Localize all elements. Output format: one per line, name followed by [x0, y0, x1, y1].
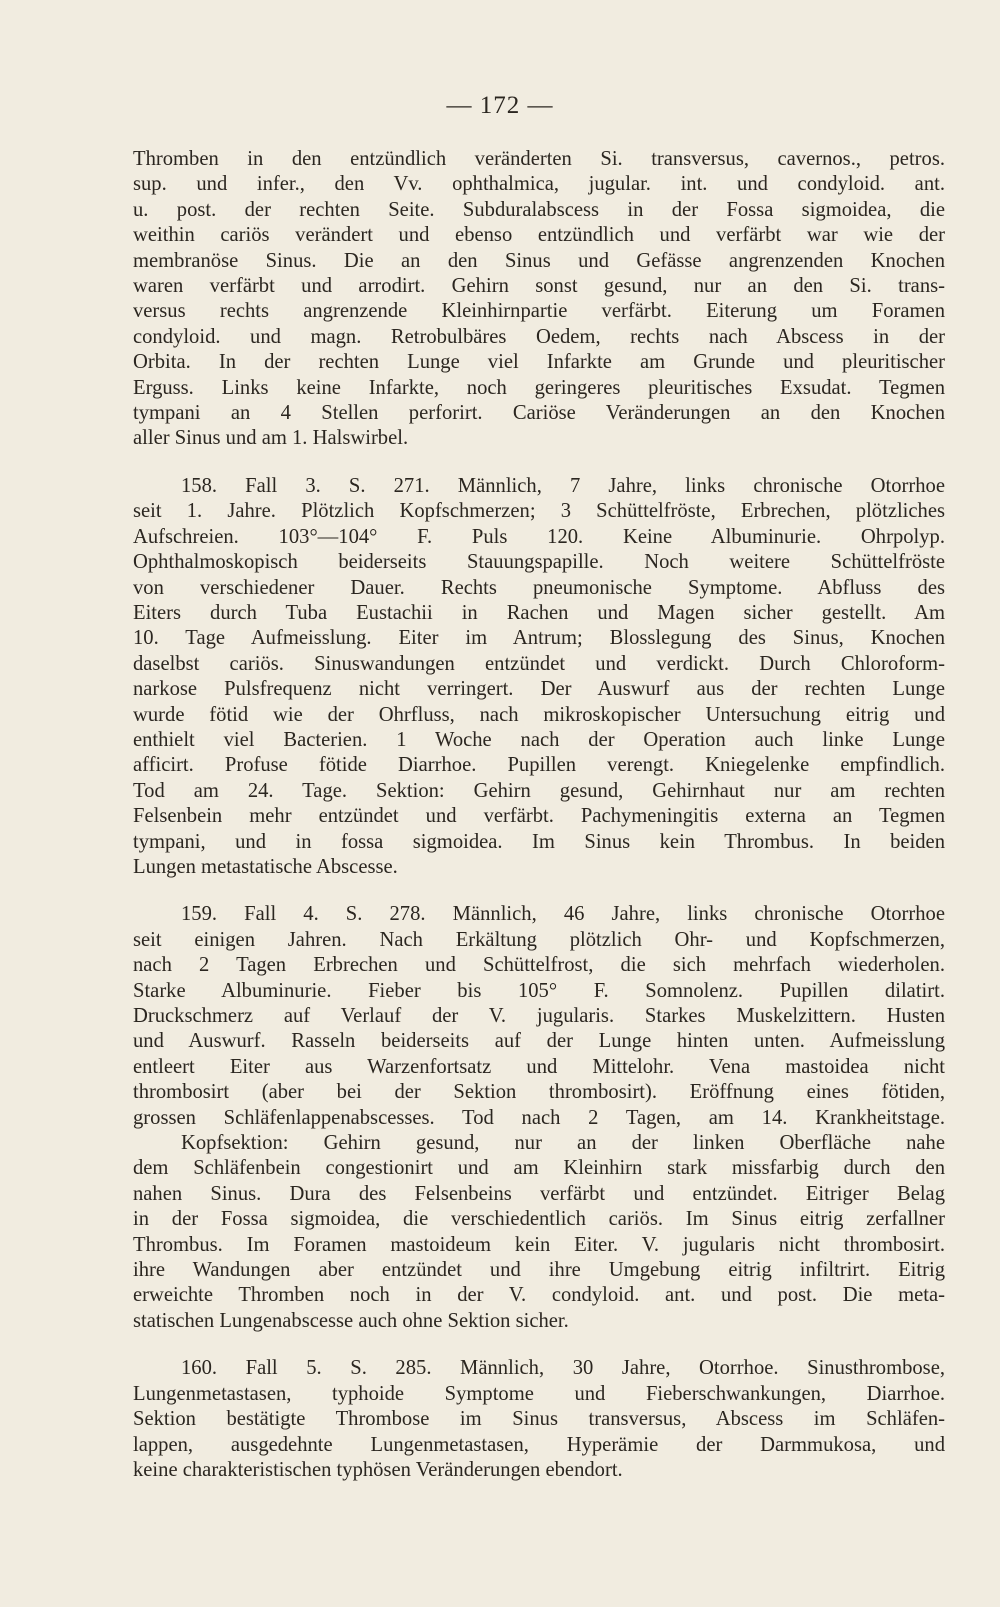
- text-line: wurde fötid wie der Ohrfluss, nach mikroskopischer Untersuchung eitrig und: [133, 703, 945, 726]
- text-line: weithin cariös verändert und ebenso entzündlich und verfärbt war wie der: [133, 224, 945, 247]
- text-line: erweichte Thromben noch in der V. condyloid. ant. und post. Die meta-: [133, 1284, 945, 1307]
- text-line: 159. Fall 4. S. 278. Männlich, 46 Jahre, links chronische Otorrhoe: [181, 903, 945, 926]
- text-line: membranöse Sinus. Die an den Sinus und Gefässe angrenzenden Knochen: [133, 249, 945, 272]
- text-line: Orbita. In der rechten Lunge viel Infarkte am Grunde und pleuritischer: [133, 351, 945, 374]
- text-line: Thrombus. Im Foramen mastoideum kein Eiter. V. jugularis nicht thrombosirt.: [133, 1233, 945, 1256]
- text-line: entleert Eiter aus Warzenfortsatz und Mittelohr. Vena mastoidea nicht: [133, 1055, 945, 1078]
- text-line: u. post. der rechten Seite. Subduralabscess in der Fossa sigmoidea, die: [133, 198, 945, 221]
- text-line: statischen Lungenabscesse auch ohne Sektion sicher.: [133, 1309, 569, 1332]
- paragraph-case-158: [133, 474, 945, 881]
- text-line: keine charakteristischen typhösen Veränderungen ebendort.: [133, 1458, 623, 1481]
- paragraph-case-159: [133, 902, 945, 1334]
- text-line: Eiters durch Tuba Eustachii in Rachen und Magen sicher gestellt. Am: [133, 601, 945, 624]
- text-line: Starke Albuminurie. Fieber bis 105° F. Somnolenz. Pupillen dilatirt.: [133, 979, 945, 1002]
- text-line: daselbst cariös. Sinuswandungen entzündet und verdickt. Durch Chloroform-: [133, 652, 945, 675]
- text-line: narkose Pulsfrequenz nicht verringert. Der Auswurf aus der rechten Lunge: [133, 678, 945, 701]
- text-line: Felsenbein mehr entzündet und verfärbt. Pachymeningitis externa an Tegmen: [133, 805, 945, 828]
- text-line: seit einigen Jahren. Nach Erkältung plötzlich Ohr- und Kopfschmerzen,: [133, 928, 945, 951]
- text-line: Thromben in den entzündlich veränderten Si. transversus, cavernos., petros.: [133, 148, 945, 170]
- paragraph-case-160: [133, 1356, 945, 1483]
- text-line: 158. Fall 3. S. 271. Männlich, 7 Jahre, links chronische Otorrhoe: [181, 474, 945, 497]
- text-line: ihre Wandungen aber entzündet und ihre Umgebung eitrig infiltrirt. Eitrig: [133, 1259, 945, 1282]
- page-number: — 172 —: [446, 92, 554, 119]
- text-line: 160. Fall 5. S. 285. Männlich, 30 Jahre, Otorrhoe. Sinusthrombose,: [181, 1357, 945, 1380]
- text-line: aller Sinus und am 1. Halswirbel.: [133, 427, 409, 450]
- text-line: von verschiedener Dauer. Rechts pneumonische Symptome. Abfluss des: [133, 576, 945, 599]
- text-line: nahen Sinus. Dura des Felsenbeins verfärbt und entzündet. Eitriger Belag: [133, 1182, 945, 1205]
- text-line: Lungen metastatische Abscesse.: [133, 855, 398, 878]
- text-line: Aufschreien. 103°—104° F. Puls 120. Keine Albuminurie. Ohrpolyp.: [133, 525, 945, 548]
- text-line: in der Fossa sigmoidea, die verschiedentlich cariös. Im Sinus eitrig zerfallner: [133, 1208, 945, 1231]
- text-line: Lungenmetastasen, typhoide Symptome und Fieberschwankungen, Diarrhoe.: [133, 1382, 945, 1405]
- body-text: [133, 147, 945, 1505]
- text-line: versus rechts angrenzende Kleinhirnpartie verfärbt. Eiterung um Foramen: [133, 300, 945, 323]
- text-line: Tod am 24. Tage. Sektion: Gehirn gesund, Gehirnhaut nur am rechten: [133, 779, 945, 802]
- text-line: grossen Schläfenlappenabscesses. Tod nach 2 Tagen, am 14. Krankheitstage.: [133, 1106, 945, 1129]
- text-line: tympani an 4 Stellen perforirt. Cariöse Veränderungen an den Knochen: [133, 402, 945, 425]
- text-line: nach 2 Tagen Erbrechen und Schüttelfrost, die sich mehrfach wiederholen.: [133, 954, 945, 977]
- text-line: afficirt. Profuse fötide Diarrhoe. Pupillen verengt. Kniegelenke empfindlich.: [133, 754, 945, 777]
- text-line: 10. Tage Aufmeisslung. Eiter im Antrum; Blosslegung des Sinus, Knochen: [133, 627, 945, 650]
- paragraph-case-continuation: [133, 147, 945, 452]
- text-line: enthielt viel Bacterien. 1 Woche nach der Operation auch linke Lunge: [133, 728, 945, 751]
- text-line: Erguss. Links keine Infarkte, noch geringeres pleuritisches Exsudat. Tegmen: [133, 376, 945, 399]
- text-line: Ophthalmoskopisch beiderseits Stauungspapille. Noch weitere Schüttelfröste: [133, 551, 945, 574]
- text-line: und Auswurf. Rasseln beiderseits auf der Lunge hinten unten. Aufmeisslung: [133, 1030, 945, 1053]
- text-line: sup. und infer., den Vv. ophthalmica, jugular. int. und condyloid. ant.: [133, 173, 945, 196]
- text-line: Druckschmerz auf Verlauf der V. jugularis. Starkes Muskelzittern. Husten: [133, 1005, 945, 1027]
- text-line: thrombosirt (aber bei der Sektion thrombosirt). Eröffnung eines fötiden,: [133, 1081, 945, 1104]
- text-line: Sektion bestätigte Thrombose im Sinus transversus, Abscess im Schläfen-: [133, 1408, 945, 1431]
- text-line: Kopfsektion: Gehirn gesund, nur an der linken Oberfläche nahe: [181, 1132, 945, 1155]
- text-line: waren verfärbt und arrodirt. Gehirn sonst gesund, nur an den Si. trans-: [133, 275, 945, 298]
- text-line: seit 1. Jahre. Plötzlich Kopfschmerzen; 3 Schüttelfröste, Erbrechen, plötzliches: [133, 500, 945, 523]
- text-line: condyloid. und magn. Retrobulbäres Oedem, rechts nach Abscess in der: [133, 325, 945, 348]
- text-line: tympani, und in fossa sigmoidea. Im Sinus kein Thrombus. In beiden: [133, 830, 945, 853]
- text-line: lappen, ausgedehnte Lungenmetastasen, Hyperämie der Darmmukosa, und: [133, 1433, 945, 1456]
- text-line: dem Schläfenbein congestionirt und am Kleinhirn stark missfarbig durch den: [133, 1157, 945, 1180]
